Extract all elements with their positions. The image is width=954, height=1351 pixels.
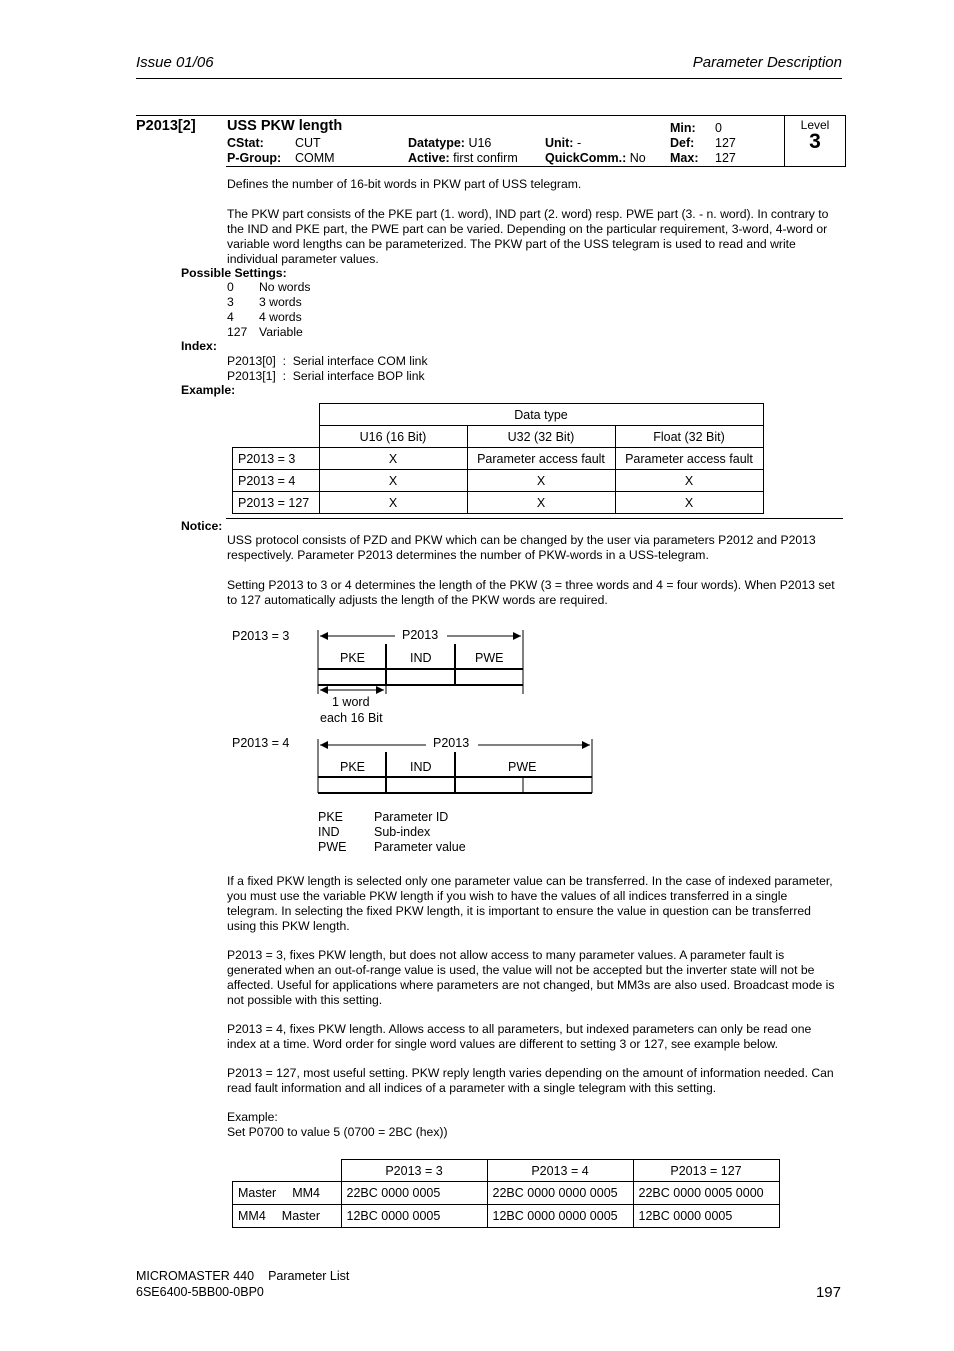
explanation-para: If a fixed PKW length is selected only one parameter value can be transferred. In the case of indexed parameter, you must use the variable PKW length if you wish to have the values of all indices transferred in a single telegram. In selecting the fixed PKW length, it is important to ensure the value in question can be transferred using this PKW length. bbox=[227, 874, 833, 933]
def-value: 127 bbox=[715, 136, 736, 150]
legend-item: PWE Parameter value bbox=[318, 840, 466, 854]
issue-label: Issue 01/06 bbox=[136, 54, 214, 71]
description-para: Defines the number of 16-bit words in PKW part of USS telegram. bbox=[227, 177, 582, 191]
list-item: 3 3 words bbox=[227, 295, 302, 309]
table-header: P2013 = 4 bbox=[487, 1160, 633, 1182]
telegram-table bbox=[232, 1159, 780, 1228]
active-field: Active: first confirm bbox=[408, 151, 518, 165]
unit-field: Unit: - bbox=[545, 136, 582, 150]
max-value: 127 bbox=[715, 151, 736, 165]
table-cell: X bbox=[319, 470, 467, 492]
list-item: 4 4 words bbox=[227, 310, 302, 324]
table-header: P2013 = 3 bbox=[341, 1160, 487, 1182]
diagram-row1-span: P2013 bbox=[402, 628, 439, 642]
list-item: P2013[0] : Serial interface COM link bbox=[227, 354, 428, 368]
cstat-label: CStat: bbox=[227, 136, 264, 150]
description-para: The PKW part consists of the PKE part (1. word), IND part (2. word) resp. PWE part (3. - n. word). In contrary to the IND and PKE part, the PWE part can be varied. Depending on the particular requirement, 3-word, 4-word or variable word lengths can be parameterized. The PKW part of the USS telegram is used to read and write individual parameter values. bbox=[227, 207, 829, 266]
table-row-label: P2013 = 127 bbox=[233, 492, 320, 514]
table-row bbox=[233, 1182, 780, 1205]
level-value: 3 bbox=[809, 130, 821, 153]
table-cell: 12BC 0000 0005 bbox=[341, 1205, 487, 1228]
diagram-word-label: 1 word bbox=[332, 695, 370, 709]
list-item: 0 No words bbox=[227, 280, 311, 294]
diagram-row1-label: P2013 = 3 bbox=[232, 629, 290, 643]
diagram-pwe: PWE bbox=[508, 760, 537, 774]
diagram-pke: PKE bbox=[340, 651, 366, 665]
table-header: U32 (32 Bit) bbox=[467, 426, 615, 448]
settings-label: Possible Settings: bbox=[181, 266, 287, 280]
table-cell: X bbox=[615, 470, 763, 492]
diagram-ind: IND bbox=[410, 760, 432, 774]
table-cell: 22BC 0000 0005 bbox=[341, 1182, 487, 1205]
min-value: 0 bbox=[715, 121, 722, 135]
quickcomm-field: QuickComm.: No bbox=[545, 151, 646, 165]
table-header: Float (32 Bit) bbox=[615, 426, 763, 448]
table-cell: X bbox=[319, 448, 467, 470]
diagram-legend bbox=[318, 810, 466, 855]
table-header: P2013 = 127 bbox=[633, 1160, 779, 1182]
explanation-para: P2013 = 127, most useful setting. PKW reply length varies depending on the amount of information needed. Can read fault information and all indices of a parameter with a single telegram with this setting. bbox=[227, 1066, 834, 1095]
example2-label: Example: bbox=[227, 1110, 278, 1124]
param-name: USS PKW length bbox=[227, 118, 343, 134]
notice-para: USS protocol consists of PZD and PKW which can be changed by the user via parameters P2012 and P2013 respectively. Parameter P2013 determines the number of PKW-words in a USS-telegram. bbox=[227, 533, 816, 562]
table-cell: X bbox=[319, 492, 467, 514]
param-id: P2013[2] bbox=[136, 118, 196, 134]
def-label: Def: bbox=[670, 136, 695, 150]
diagram-pwe: PWE bbox=[475, 651, 504, 665]
page-number: 197 bbox=[815, 1284, 841, 1301]
explanation-para: P2013 = 4, fixes PKW length. Allows access to all parameters, but indexed parameters can only be read one index at a time. Word order for single word values are different to setting 3 or 127, see example below. bbox=[227, 1022, 812, 1051]
list-item: 127 Variable bbox=[227, 325, 303, 339]
table-row-label: MM4 Master bbox=[233, 1205, 342, 1228]
explanation-para: P2013 = 3, fixes PKW length, but does not allow access to many parameter values. A parameter fault is generated when an out-of-range value is used, the value will not be accepted but the inverter state will not be affected. Useful for applications where parameters are not changed, but MM3s are also used. Broadcast mode is not possible with this setting. bbox=[227, 948, 835, 1007]
cstat-value: CUT bbox=[295, 136, 321, 150]
diagram-word-sublabel: each 16 Bit bbox=[320, 711, 383, 725]
table-row-label: P2013 = 3 bbox=[233, 448, 320, 470]
diagram-row2-label: P2013 = 4 bbox=[232, 736, 290, 750]
table-cell: 12BC 0000 0000 0005 bbox=[487, 1205, 633, 1228]
diagram-row2-span: P2013 bbox=[433, 736, 470, 750]
max-label: Max: bbox=[670, 151, 699, 165]
table-cell: X bbox=[467, 470, 615, 492]
notice-para: Setting P2013 to 3 or 4 determines the length of the PKW (3 = three words and 4 = four words). When P2013 set to 127 automatically adjusts the length of the PKW words are required. bbox=[227, 578, 835, 607]
level-label: Level bbox=[800, 118, 830, 132]
example-label: Example: bbox=[181, 383, 236, 397]
diagram-pke: PKE bbox=[340, 760, 366, 774]
pgroup-value: COMM bbox=[295, 151, 335, 165]
table-cell: 12BC 0000 0005 bbox=[633, 1205, 779, 1228]
table-cell: Parameter access fault bbox=[615, 448, 763, 470]
datatype-field: Datatype: U16 bbox=[408, 136, 492, 150]
min-label: Min: bbox=[670, 121, 696, 135]
explanation-text bbox=[227, 874, 841, 1140]
table-row bbox=[233, 1160, 780, 1182]
notice-label: Notice: bbox=[181, 519, 223, 533]
example2-description: Set P0700 to value 5 (0700 = 2BC (hex)) bbox=[227, 1125, 448, 1139]
diagram-ind: IND bbox=[410, 651, 432, 665]
table-cell: X bbox=[615, 492, 763, 514]
pgroup-label: P-Group: bbox=[227, 151, 282, 165]
table-group-header: Data type bbox=[319, 404, 763, 426]
footer-product: MICROMASTER 440 Parameter List bbox=[136, 1269, 350, 1283]
footer-order-number: 6SE6400-5BB00-0BP0 bbox=[136, 1285, 264, 1299]
list-item: P2013[1] : Serial interface BOP link bbox=[227, 369, 425, 383]
index-label: Index: bbox=[181, 339, 217, 353]
section-title: Parameter Description bbox=[692, 54, 842, 71]
legend-item: PKE Parameter ID bbox=[318, 810, 449, 824]
table-row-label: Master MM4 bbox=[233, 1182, 342, 1205]
table-row-label: P2013 = 4 bbox=[233, 470, 320, 492]
table-row bbox=[233, 1205, 780, 1228]
table-cell: Parameter access fault bbox=[467, 448, 615, 470]
legend-item: IND Sub-index bbox=[318, 825, 431, 839]
table-cell: 22BC 0000 0000 0005 bbox=[487, 1182, 633, 1205]
table-cell: X bbox=[467, 492, 615, 514]
table-cell: 22BC 0000 0005 0000 bbox=[633, 1182, 779, 1205]
table-header: U16 (16 Bit) bbox=[319, 426, 467, 448]
